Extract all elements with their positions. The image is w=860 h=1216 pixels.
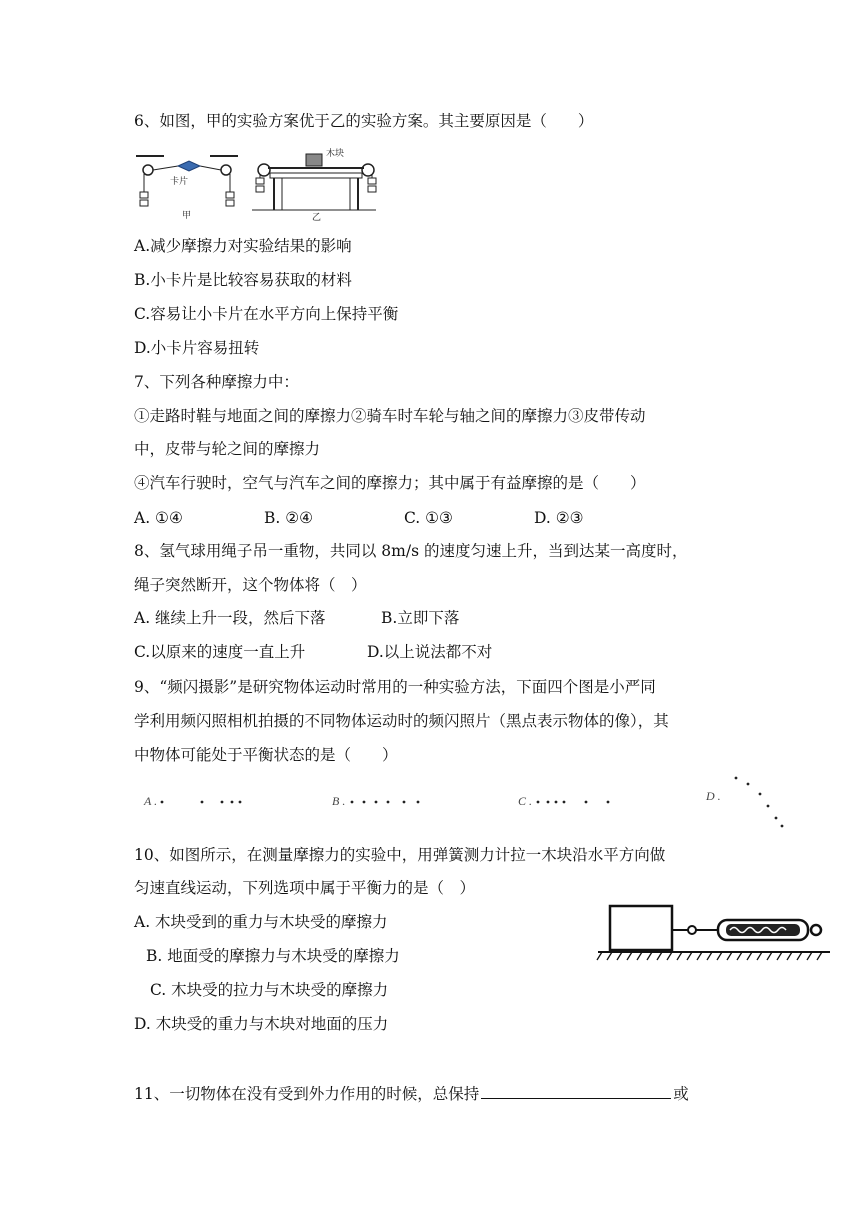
q7-line4: ④汽车行驶时，空气与汽车之间的摩擦力；其中属于有益摩擦的是（ ） bbox=[134, 474, 646, 492]
q10-option-d: D. 木块受的重力与木块对地面的压力 bbox=[134, 1015, 389, 1033]
block-label: 木块 bbox=[326, 148, 345, 158]
strobe-d bbox=[705, 777, 783, 828]
strobe-label-d: D . bbox=[706, 789, 721, 803]
caption-jia: 甲 bbox=[182, 210, 192, 220]
q7-option-d: D. ②③ bbox=[534, 509, 584, 527]
q6-figure bbox=[134, 146, 378, 224]
q8-option-c: C.以原来的速度一直上升 bbox=[134, 643, 306, 661]
strobe-label-b: B . bbox=[332, 794, 346, 808]
q10-option-b: B. 地面受的摩擦力与木块受的摩擦力 bbox=[146, 947, 400, 965]
q7-option-b: B. ②④ bbox=[264, 509, 314, 527]
strobe-label-a: A . bbox=[144, 794, 158, 808]
figure-jia bbox=[136, 156, 238, 220]
q6-stem: 6、如图，甲的实验方案优于乙的实验方案。其主要原因是（ ） bbox=[134, 112, 594, 130]
strobe-c bbox=[518, 794, 609, 808]
q6-option-d: D.小卡片容易扭转 bbox=[134, 339, 260, 357]
q8-option-b: B.立即下落 bbox=[381, 609, 460, 627]
q11-line bbox=[134, 1082, 689, 1104]
q8-options-row2 bbox=[0, 642, 860, 662]
q6-option-b: B.小卡片是比较容易获取的材料 bbox=[134, 271, 352, 289]
q9-line1: 9、“频闪摄影”是研究物体运动时常用的一种实验方法，下面四个图是小严同 bbox=[134, 678, 656, 696]
q9-strobe-figure bbox=[140, 770, 800, 832]
strobe-b bbox=[332, 794, 419, 808]
q8-options-row1 bbox=[0, 608, 860, 628]
q6-option-c: C.容易让小卡片在水平方向上保持平衡 bbox=[134, 305, 399, 323]
q8-option-a: A. 继续上升一段，然后下落 bbox=[134, 609, 326, 627]
strobe-a bbox=[143, 794, 241, 808]
q10-spring-scale-figure bbox=[596, 900, 832, 964]
q8-option-d: D.以上说法都不对 bbox=[367, 643, 493, 661]
card-label: 卡片 bbox=[170, 176, 189, 186]
q7-option-a: A. ①④ bbox=[134, 509, 183, 527]
q11-tail: 或 bbox=[673, 1085, 689, 1103]
q10-line1: 10、如图所示，在测量摩擦力的实验中，用弹簧测力计拉一木块沿水平方向做 bbox=[134, 846, 666, 864]
q9-line2: 学利用频闪照相机拍摄的不同物体运动时的频闪照片（黑点表示物体的像），其 bbox=[134, 712, 669, 730]
figure-yi bbox=[252, 147, 376, 222]
q10-line2: 匀速直线运动，下列选项中属于平衡力的是（ ） bbox=[134, 879, 476, 897]
q11-text: 11、一切物体在没有受到外力作用的时候，总保持 bbox=[134, 1085, 480, 1103]
q7-line2: ①走路时鞋与地面之间的摩擦力②骑车时车轮与轴之间的摩擦力③皮带传动 bbox=[134, 407, 646, 425]
q7-options bbox=[0, 508, 860, 528]
q9-line3: 中物体可能处于平衡状态的是（ ） bbox=[134, 746, 398, 764]
q10-option-a: A. 木块受到的重力与木块受的摩擦力 bbox=[134, 913, 388, 931]
q7-option-c: C. ①③ bbox=[404, 509, 453, 527]
strobe-label-c: C . bbox=[518, 794, 533, 808]
q7-stem: 7、下列各种摩擦力中： bbox=[134, 373, 299, 391]
q10-option-c: C. 木块受的拉力与木块受的摩擦力 bbox=[150, 981, 389, 999]
q6-option-a: A.减少摩擦力对实验结果的影响 bbox=[134, 237, 352, 255]
q8-line2: 绳子突然断开，这个物体将（ ） bbox=[134, 576, 367, 594]
caption-yi: 乙 bbox=[312, 212, 322, 222]
q8-line1: 8、氢气球用绳子吊一重物，共同以 8m/s 的速度匀速上升，当到达某一高度时， bbox=[134, 542, 688, 560]
q7-line3: 中，皮带与轮之间的摩擦力 bbox=[134, 440, 321, 458]
q11-answer-blank[interactable] bbox=[481, 1082, 671, 1099]
